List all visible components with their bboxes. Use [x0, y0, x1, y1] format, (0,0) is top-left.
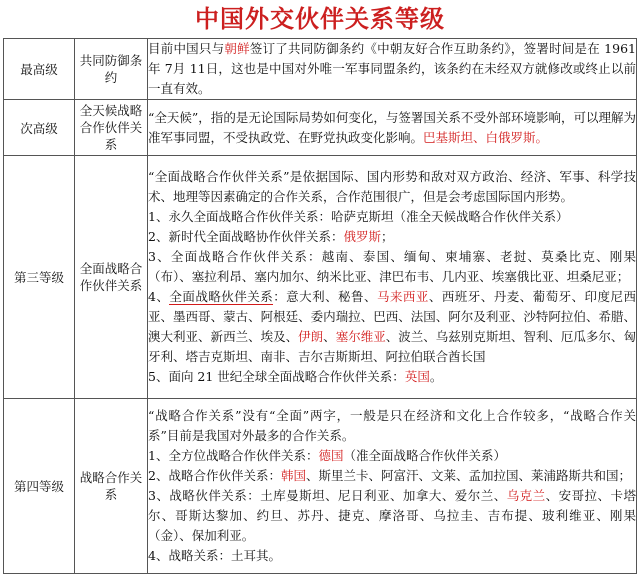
desc-intro: “战略合作关系”没有“全面”两字，一般是只在经济和文化上合作较多，“战略合作关系”目前是我国对外最多的合作关系。 — [148, 408, 636, 443]
desc-text: 5、面向 21 世纪全球全面战略合作伙伴关系： — [148, 369, 405, 384]
level-cell: 次高级 — [4, 100, 75, 156]
list-item — [148, 287, 636, 367]
desc-text: 目前中国只与 — [148, 41, 225, 56]
type-cell: 共同防御条约 — [75, 39, 148, 100]
desc-text: 、西班牙、丹麦、葡萄牙、印度尼西亚、墨西哥、蒙古、阿根廷、委内瑞拉、巴西、法国、阿尔及利亚、沙特阿拉伯、希腊、澳大利亚、新西兰、埃及、 — [148, 289, 636, 344]
country-highlight: 伊朗 — [298, 329, 324, 344]
desc-text: 。 — [429, 369, 443, 384]
country-highlight: 德国 — [318, 448, 344, 463]
description-cell — [148, 156, 637, 399]
partnership-table — [3, 38, 637, 574]
desc-text: 、斯里兰卡、阿富汗、文莱、孟加拉国、莱浦路斯共和国； — [305, 468, 631, 483]
type-cell: 全天候战略合作伙伴关系 — [75, 100, 148, 156]
country-highlight: 朝鲜 — [224, 41, 250, 56]
country-highlight: 塞尔维亚 — [335, 329, 386, 344]
table-row — [4, 100, 637, 156]
underlined-term: 全面战略伙伴关系 — [169, 289, 274, 304]
desc-text: 4、 — [148, 289, 170, 304]
country-highlight: 俄罗斯 — [343, 229, 381, 244]
country-highlight: 英国 — [404, 369, 430, 384]
desc-text: 、波兰、乌兹别克斯坦、智利、厄瓜多尔、匈牙利、塔吉克斯坦、南非、吉尔吉斯斯坦、阿拉伯联合酋长国 — [148, 329, 636, 364]
table-row — [4, 156, 637, 399]
desc-text: 1、全方位战略合作伙伴关系： — [148, 448, 319, 463]
level-cell: 最高级 — [4, 39, 75, 100]
level-cell: 第四等级 — [4, 399, 75, 574]
level-cell: 第三等级 — [4, 156, 75, 399]
list-item: 1、永久全面战略合作伙伴关系：哈萨克斯坦（准全天候战略合作伙伴关系） — [148, 209, 569, 224]
country-highlight: 马来西亚 — [376, 289, 429, 304]
type-cell: 全面战略合作伙伴关系 — [75, 156, 148, 399]
description-cell — [148, 100, 637, 156]
country-highlight: 乌克兰 — [506, 488, 546, 503]
type-cell: 战略合作关系 — [75, 399, 148, 574]
page-title: 中国外交伙伴关系等级 — [195, 5, 445, 33]
list-item: 4、战略关系：土耳其。 — [148, 548, 281, 563]
list-item — [148, 227, 636, 247]
table-row — [4, 399, 637, 574]
description-cell — [148, 39, 637, 100]
list-item — [148, 466, 636, 486]
list-item — [148, 446, 636, 466]
desc-text: 、 — [323, 329, 336, 344]
desc-text: 签订了共同防御条约《中朝友好合作互助条约》，签署时间是在 1961年 7月 11日，这也是中国对外唯一军事同盟条约，该条约在未经双方就修改或终止以前一直有效。 — [148, 41, 636, 96]
list-item — [148, 486, 636, 546]
country-highlight: 韩国 — [280, 468, 306, 483]
desc-text: ：意大利、秘鲁、 — [273, 289, 377, 304]
description-cell — [148, 399, 637, 574]
desc-intro: “全面战略合作伙伴关系”是依据国际、国内形势和敌对双方政治、经济、军事、科学技术、地理等因素确定的合作关系，合作范围很广，但是会考虑国际国内形势。 — [148, 169, 636, 204]
desc-text: （准全面战略合作伙伴关系） — [343, 448, 506, 463]
desc-text: 、安哥拉、卡塔尔、哥斯达黎加、约旦、苏丹、捷克、摩洛哥、乌拉圭、吉布提、玻利维亚、刚果（金）、保加利亚。 — [148, 488, 636, 543]
desc-text: “全天候”，指的是无论国际局势如何变化，与签署国关系不受外部环境影响，可以理解为准军事同盟，不受执政党、在野党执政变化影响。 — [148, 109, 636, 145]
table-row — [4, 39, 637, 100]
list-item — [148, 367, 636, 387]
desc-text: 3、战略伙伴关系：土库曼斯坦、尼日利亚、加拿大、爱尔兰、 — [148, 488, 507, 503]
list-item: 3、全面战略合作伙伴关系：越南、泰国、缅甸、柬埔寨、老挝、莫桑比克、刚果（布）、塞拉利昂、塞内加尔、纳米比亚、津巴布韦、几内亚、埃塞俄比亚、坦桑尼亚； — [148, 249, 636, 284]
country-highlight: 巴基斯坦、白俄罗斯。 — [423, 129, 549, 145]
desc-text: 2、新时代全面战略协作伙伴关系： — [148, 229, 344, 244]
desc-text: ； — [380, 229, 394, 244]
desc-text: 2、战略合作伙伴关系： — [148, 468, 281, 483]
